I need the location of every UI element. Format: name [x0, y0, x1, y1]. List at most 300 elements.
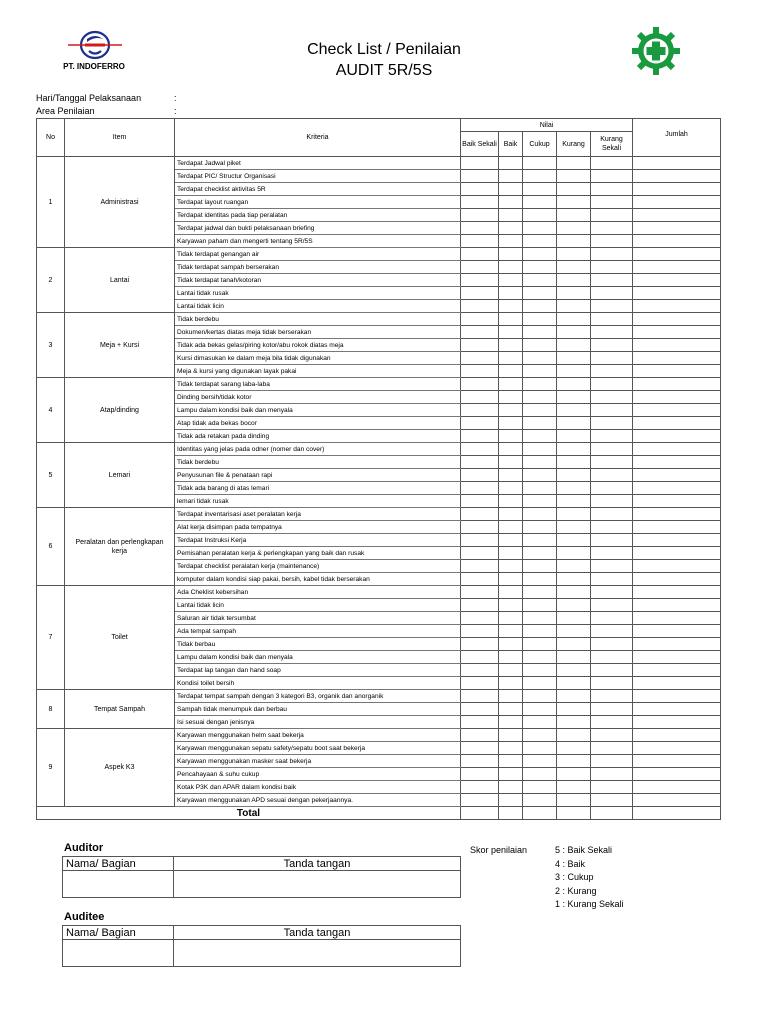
jumlah-cell[interactable] [633, 612, 721, 625]
jumlah-cell[interactable] [633, 157, 721, 170]
jumlah-cell[interactable] [633, 599, 721, 612]
rating-cell[interactable] [557, 209, 591, 222]
rating-cell[interactable] [461, 300, 499, 313]
rating-cell[interactable] [591, 534, 633, 547]
rating-cell[interactable] [557, 469, 591, 482]
rating-cell[interactable] [591, 274, 633, 287]
rating-cell[interactable] [557, 430, 591, 443]
jumlah-cell[interactable] [633, 716, 721, 729]
rating-cell[interactable] [499, 677, 523, 690]
jumlah-cell[interactable] [633, 300, 721, 313]
jumlah-cell[interactable] [633, 495, 721, 508]
rating-cell[interactable] [591, 261, 633, 274]
jumlah-cell[interactable] [633, 235, 721, 248]
rating-cell[interactable] [461, 781, 499, 794]
jumlah-cell[interactable] [633, 534, 721, 547]
rating-cell[interactable] [499, 352, 523, 365]
rating-cell[interactable] [591, 586, 633, 599]
rating-cell[interactable] [591, 703, 633, 716]
jumlah-cell[interactable] [633, 625, 721, 638]
total-cell[interactable] [591, 807, 633, 820]
rating-cell[interactable] [461, 586, 499, 599]
rating-cell[interactable] [461, 794, 499, 807]
rating-cell[interactable] [591, 677, 633, 690]
rating-cell[interactable] [523, 781, 557, 794]
jumlah-cell[interactable] [633, 326, 721, 339]
rating-cell[interactable] [557, 352, 591, 365]
rating-cell[interactable] [591, 521, 633, 534]
rating-cell[interactable] [499, 742, 523, 755]
rating-cell[interactable] [591, 248, 633, 261]
rating-cell[interactable] [461, 521, 499, 534]
jumlah-cell[interactable] [633, 339, 721, 352]
rating-cell[interactable] [591, 716, 633, 729]
rating-cell[interactable] [461, 768, 499, 781]
rating-cell[interactable] [499, 495, 523, 508]
rating-cell[interactable] [523, 521, 557, 534]
rating-cell[interactable] [461, 573, 499, 586]
rating-cell[interactable] [523, 638, 557, 651]
rating-cell[interactable] [523, 547, 557, 560]
rating-cell[interactable] [461, 417, 499, 430]
rating-cell[interactable] [461, 469, 499, 482]
rating-cell[interactable] [557, 313, 591, 326]
rating-cell[interactable] [461, 222, 499, 235]
rating-cell[interactable] [591, 352, 633, 365]
rating-cell[interactable] [499, 456, 523, 469]
rating-cell[interactable] [523, 690, 557, 703]
auditor-name-cell[interactable] [63, 871, 174, 898]
rating-cell[interactable] [591, 417, 633, 430]
rating-cell[interactable] [523, 183, 557, 196]
rating-cell[interactable] [591, 794, 633, 807]
rating-cell[interactable] [499, 300, 523, 313]
jumlah-cell[interactable] [633, 768, 721, 781]
rating-cell[interactable] [523, 755, 557, 768]
rating-cell[interactable] [499, 547, 523, 560]
rating-cell[interactable] [591, 300, 633, 313]
rating-cell[interactable] [523, 443, 557, 456]
rating-cell[interactable] [523, 404, 557, 417]
rating-cell[interactable] [591, 391, 633, 404]
rating-cell[interactable] [461, 703, 499, 716]
rating-cell[interactable] [557, 417, 591, 430]
jumlah-cell[interactable] [633, 365, 721, 378]
total-cell[interactable] [523, 807, 557, 820]
rating-cell[interactable] [499, 755, 523, 768]
rating-cell[interactable] [591, 326, 633, 339]
rating-cell[interactable] [499, 170, 523, 183]
jumlah-cell[interactable] [633, 794, 721, 807]
rating-cell[interactable] [499, 768, 523, 781]
rating-cell[interactable] [461, 274, 499, 287]
rating-cell[interactable] [557, 261, 591, 274]
rating-cell[interactable] [557, 716, 591, 729]
rating-cell[interactable] [461, 599, 499, 612]
rating-cell[interactable] [499, 391, 523, 404]
rating-cell[interactable] [461, 404, 499, 417]
jumlah-cell[interactable] [633, 378, 721, 391]
rating-cell[interactable] [591, 313, 633, 326]
rating-cell[interactable] [523, 209, 557, 222]
jumlah-cell[interactable] [633, 274, 721, 287]
rating-cell[interactable] [557, 651, 591, 664]
rating-cell[interactable] [523, 716, 557, 729]
rating-cell[interactable] [523, 326, 557, 339]
rating-cell[interactable] [591, 612, 633, 625]
rating-cell[interactable] [461, 742, 499, 755]
rating-cell[interactable] [523, 300, 557, 313]
rating-cell[interactable] [557, 443, 591, 456]
rating-cell[interactable] [499, 703, 523, 716]
rating-cell[interactable] [461, 456, 499, 469]
rating-cell[interactable] [557, 560, 591, 573]
total-cell[interactable] [499, 807, 523, 820]
rating-cell[interactable] [499, 560, 523, 573]
rating-cell[interactable] [461, 547, 499, 560]
rating-cell[interactable] [461, 612, 499, 625]
rating-cell[interactable] [499, 248, 523, 261]
rating-cell[interactable] [523, 625, 557, 638]
rating-cell[interactable] [499, 378, 523, 391]
rating-cell[interactable] [557, 339, 591, 352]
rating-cell[interactable] [499, 196, 523, 209]
rating-cell[interactable] [499, 625, 523, 638]
jumlah-cell[interactable] [633, 573, 721, 586]
rating-cell[interactable] [499, 313, 523, 326]
rating-cell[interactable] [461, 651, 499, 664]
rating-cell[interactable] [523, 157, 557, 170]
rating-cell[interactable] [461, 534, 499, 547]
rating-cell[interactable] [499, 222, 523, 235]
rating-cell[interactable] [499, 586, 523, 599]
rating-cell[interactable] [461, 755, 499, 768]
rating-cell[interactable] [557, 170, 591, 183]
rating-cell[interactable] [461, 235, 499, 248]
rating-cell[interactable] [557, 456, 591, 469]
rating-cell[interactable] [499, 183, 523, 196]
rating-cell[interactable] [523, 261, 557, 274]
jumlah-cell[interactable] [633, 560, 721, 573]
total-cell[interactable] [557, 807, 591, 820]
rating-cell[interactable] [523, 534, 557, 547]
jumlah-cell[interactable] [633, 664, 721, 677]
rating-cell[interactable] [499, 209, 523, 222]
rating-cell[interactable] [523, 170, 557, 183]
rating-cell[interactable] [523, 235, 557, 248]
rating-cell[interactable] [591, 742, 633, 755]
jumlah-cell[interactable] [633, 781, 721, 794]
rating-cell[interactable] [557, 235, 591, 248]
rating-cell[interactable] [499, 508, 523, 521]
jumlah-cell[interactable] [633, 547, 721, 560]
rating-cell[interactable] [523, 495, 557, 508]
rating-cell[interactable] [557, 690, 591, 703]
rating-cell[interactable] [499, 157, 523, 170]
rating-cell[interactable] [591, 339, 633, 352]
rating-cell[interactable] [523, 794, 557, 807]
rating-cell[interactable] [523, 677, 557, 690]
rating-cell[interactable] [461, 261, 499, 274]
rating-cell[interactable] [557, 729, 591, 742]
jumlah-cell[interactable] [633, 196, 721, 209]
rating-cell[interactable] [591, 625, 633, 638]
rating-cell[interactable] [499, 638, 523, 651]
rating-cell[interactable] [591, 365, 633, 378]
rating-cell[interactable] [557, 703, 591, 716]
rating-cell[interactable] [523, 339, 557, 352]
rating-cell[interactable] [499, 287, 523, 300]
auditee-sign-cell[interactable] [174, 940, 461, 967]
rating-cell[interactable] [461, 677, 499, 690]
jumlah-cell[interactable] [633, 222, 721, 235]
jumlah-cell[interactable] [633, 638, 721, 651]
jumlah-cell[interactable] [633, 183, 721, 196]
rating-cell[interactable] [557, 508, 591, 521]
rating-cell[interactable] [523, 703, 557, 716]
rating-cell[interactable] [591, 378, 633, 391]
rating-cell[interactable] [557, 196, 591, 209]
rating-cell[interactable] [523, 729, 557, 742]
rating-cell[interactable] [499, 573, 523, 586]
rating-cell[interactable] [591, 573, 633, 586]
rating-cell[interactable] [461, 716, 499, 729]
rating-cell[interactable] [557, 391, 591, 404]
rating-cell[interactable] [591, 209, 633, 222]
rating-cell[interactable] [591, 404, 633, 417]
jumlah-cell[interactable] [633, 287, 721, 300]
rating-cell[interactable] [523, 586, 557, 599]
jumlah-cell[interactable] [633, 469, 721, 482]
jumlah-cell[interactable] [633, 482, 721, 495]
rating-cell[interactable] [461, 248, 499, 261]
rating-cell[interactable] [523, 417, 557, 430]
jumlah-cell[interactable] [633, 261, 721, 274]
rating-cell[interactable] [557, 534, 591, 547]
rating-cell[interactable] [591, 690, 633, 703]
rating-cell[interactable] [523, 768, 557, 781]
rating-cell[interactable] [591, 768, 633, 781]
jumlah-cell[interactable] [633, 417, 721, 430]
rating-cell[interactable] [499, 430, 523, 443]
rating-cell[interactable] [499, 417, 523, 430]
rating-cell[interactable] [499, 235, 523, 248]
rating-cell[interactable] [591, 170, 633, 183]
jumlah-cell[interactable] [633, 456, 721, 469]
rating-cell[interactable] [591, 560, 633, 573]
jumlah-cell[interactable] [633, 703, 721, 716]
rating-cell[interactable] [591, 495, 633, 508]
rating-cell[interactable] [591, 430, 633, 443]
rating-cell[interactable] [499, 781, 523, 794]
rating-cell[interactable] [461, 625, 499, 638]
jumlah-cell[interactable] [633, 443, 721, 456]
rating-cell[interactable] [523, 274, 557, 287]
rating-cell[interactable] [523, 196, 557, 209]
rating-cell[interactable] [461, 729, 499, 742]
rating-cell[interactable] [557, 222, 591, 235]
rating-cell[interactable] [461, 196, 499, 209]
rating-cell[interactable] [461, 365, 499, 378]
rating-cell[interactable] [557, 287, 591, 300]
jumlah-cell[interactable] [633, 651, 721, 664]
rating-cell[interactable] [591, 196, 633, 209]
rating-cell[interactable] [461, 326, 499, 339]
rating-cell[interactable] [523, 651, 557, 664]
rating-cell[interactable] [523, 664, 557, 677]
rating-cell[interactable] [523, 287, 557, 300]
rating-cell[interactable] [557, 183, 591, 196]
rating-cell[interactable] [557, 547, 591, 560]
rating-cell[interactable] [461, 508, 499, 521]
rating-cell[interactable] [523, 508, 557, 521]
rating-cell[interactable] [461, 443, 499, 456]
jumlah-cell[interactable] [633, 586, 721, 599]
jumlah-cell[interactable] [633, 313, 721, 326]
rating-cell[interactable] [557, 599, 591, 612]
rating-cell[interactable] [591, 482, 633, 495]
rating-cell[interactable] [499, 534, 523, 547]
rating-cell[interactable] [461, 391, 499, 404]
auditee-name-cell[interactable] [63, 940, 174, 967]
rating-cell[interactable] [499, 612, 523, 625]
jumlah-cell[interactable] [633, 170, 721, 183]
rating-cell[interactable] [557, 794, 591, 807]
rating-cell[interactable] [557, 612, 591, 625]
auditor-sign-cell[interactable] [174, 871, 461, 898]
rating-cell[interactable] [499, 274, 523, 287]
rating-cell[interactable] [461, 664, 499, 677]
rating-cell[interactable] [523, 573, 557, 586]
rating-cell[interactable] [591, 287, 633, 300]
rating-cell[interactable] [591, 547, 633, 560]
rating-cell[interactable] [591, 508, 633, 521]
rating-cell[interactable] [499, 599, 523, 612]
rating-cell[interactable] [461, 170, 499, 183]
rating-cell[interactable] [499, 664, 523, 677]
rating-cell[interactable] [523, 560, 557, 573]
rating-cell[interactable] [591, 664, 633, 677]
rating-cell[interactable] [461, 430, 499, 443]
rating-cell[interactable] [523, 378, 557, 391]
rating-cell[interactable] [557, 274, 591, 287]
rating-cell[interactable] [591, 469, 633, 482]
rating-cell[interactable] [499, 729, 523, 742]
rating-cell[interactable] [461, 183, 499, 196]
rating-cell[interactable] [499, 404, 523, 417]
rating-cell[interactable] [523, 391, 557, 404]
rating-cell[interactable] [591, 443, 633, 456]
rating-cell[interactable] [499, 326, 523, 339]
rating-cell[interactable] [461, 690, 499, 703]
rating-cell[interactable] [523, 742, 557, 755]
rating-cell[interactable] [557, 586, 591, 599]
rating-cell[interactable] [461, 560, 499, 573]
jumlah-cell[interactable] [633, 729, 721, 742]
rating-cell[interactable] [557, 248, 591, 261]
jumlah-cell[interactable] [633, 755, 721, 768]
rating-cell[interactable] [523, 222, 557, 235]
rating-cell[interactable] [557, 625, 591, 638]
rating-cell[interactable] [557, 677, 591, 690]
rating-cell[interactable] [557, 404, 591, 417]
rating-cell[interactable] [523, 352, 557, 365]
rating-cell[interactable] [557, 742, 591, 755]
rating-cell[interactable] [523, 469, 557, 482]
rating-cell[interactable] [591, 183, 633, 196]
rating-cell[interactable] [557, 482, 591, 495]
jumlah-cell[interactable] [633, 508, 721, 521]
jumlah-cell[interactable] [633, 391, 721, 404]
rating-cell[interactable] [557, 781, 591, 794]
rating-cell[interactable] [557, 378, 591, 391]
rating-cell[interactable] [499, 690, 523, 703]
jumlah-cell[interactable] [633, 677, 721, 690]
rating-cell[interactable] [557, 768, 591, 781]
rating-cell[interactable] [591, 456, 633, 469]
rating-cell[interactable] [523, 599, 557, 612]
jumlah-cell[interactable] [633, 248, 721, 261]
rating-cell[interactable] [557, 573, 591, 586]
rating-cell[interactable] [523, 365, 557, 378]
rating-cell[interactable] [461, 638, 499, 651]
rating-cell[interactable] [523, 313, 557, 326]
rating-cell[interactable] [557, 664, 591, 677]
rating-cell[interactable] [461, 287, 499, 300]
rating-cell[interactable] [499, 339, 523, 352]
rating-cell[interactable] [557, 157, 591, 170]
total-cell[interactable] [633, 807, 721, 820]
jumlah-cell[interactable] [633, 521, 721, 534]
rating-cell[interactable] [591, 651, 633, 664]
rating-cell[interactable] [591, 222, 633, 235]
rating-cell[interactable] [499, 794, 523, 807]
total-cell[interactable] [461, 807, 499, 820]
rating-cell[interactable] [499, 365, 523, 378]
jumlah-cell[interactable] [633, 352, 721, 365]
jumlah-cell[interactable] [633, 742, 721, 755]
rating-cell[interactable] [557, 755, 591, 768]
rating-cell[interactable] [591, 157, 633, 170]
rating-cell[interactable] [591, 235, 633, 248]
rating-cell[interactable] [499, 482, 523, 495]
rating-cell[interactable] [461, 378, 499, 391]
rating-cell[interactable] [557, 365, 591, 378]
rating-cell[interactable] [523, 482, 557, 495]
rating-cell[interactable] [523, 248, 557, 261]
rating-cell[interactable] [461, 313, 499, 326]
rating-cell[interactable] [591, 599, 633, 612]
jumlah-cell[interactable] [633, 404, 721, 417]
rating-cell[interactable] [461, 339, 499, 352]
rating-cell[interactable] [461, 209, 499, 222]
rating-cell[interactable] [461, 352, 499, 365]
rating-cell[interactable] [499, 651, 523, 664]
rating-cell[interactable] [499, 521, 523, 534]
jumlah-cell[interactable] [633, 209, 721, 222]
rating-cell[interactable] [557, 300, 591, 313]
rating-cell[interactable] [557, 326, 591, 339]
rating-cell[interactable] [591, 729, 633, 742]
rating-cell[interactable] [499, 716, 523, 729]
rating-cell[interactable] [557, 521, 591, 534]
rating-cell[interactable] [461, 482, 499, 495]
rating-cell[interactable] [591, 755, 633, 768]
rating-cell[interactable] [499, 443, 523, 456]
rating-cell[interactable] [591, 638, 633, 651]
rating-cell[interactable] [523, 456, 557, 469]
jumlah-cell[interactable] [633, 690, 721, 703]
